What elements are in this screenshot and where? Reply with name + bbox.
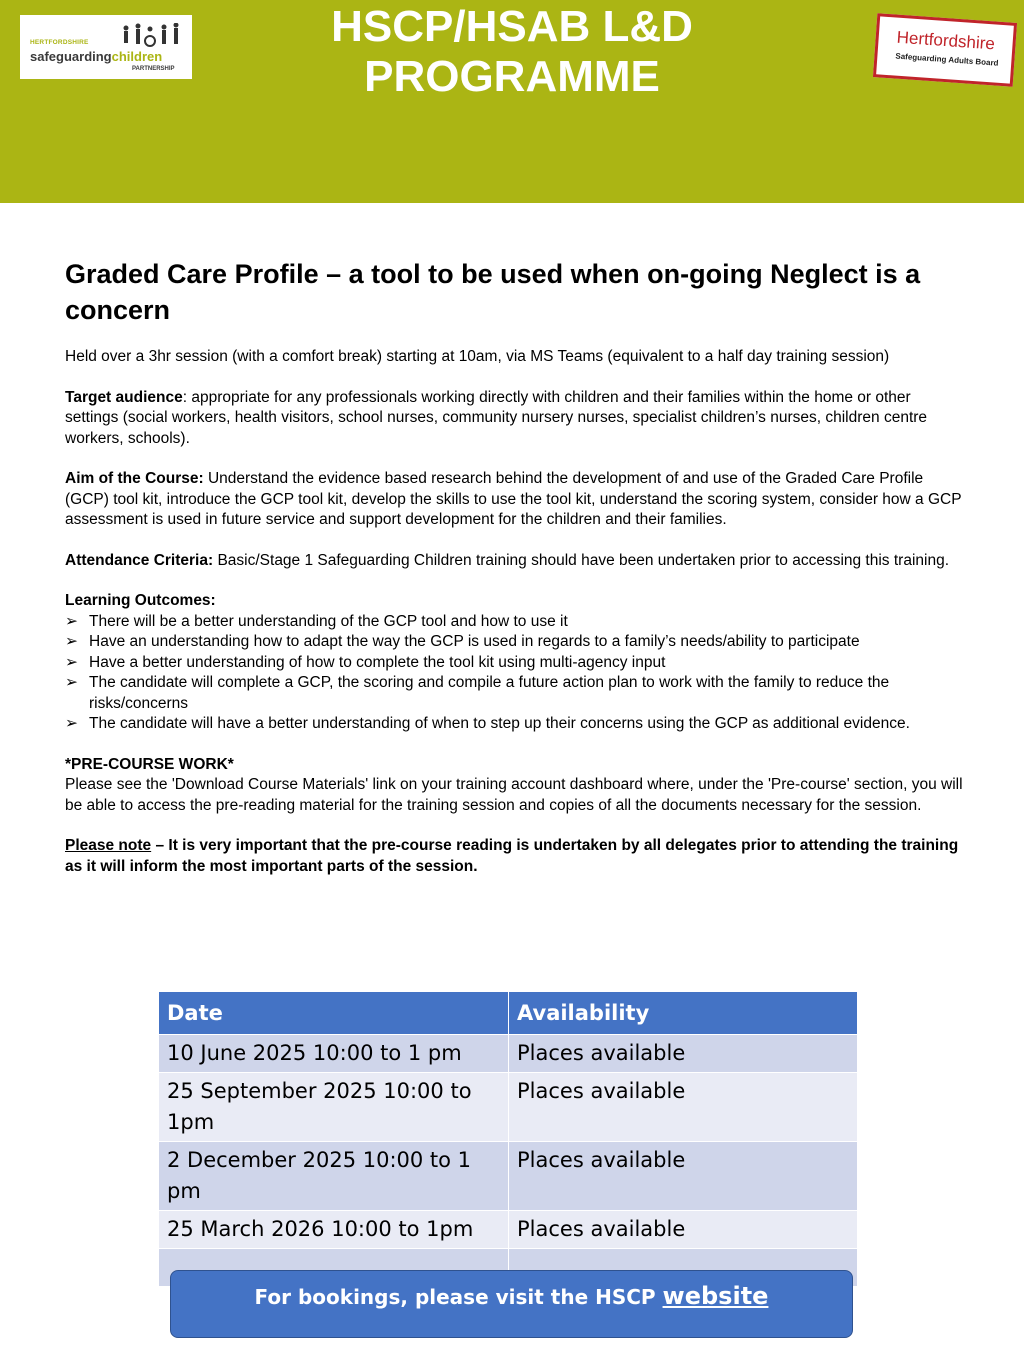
- list-item: ➢ Have an understanding how to adapt the way the GCP is used in regards to a family’s needs/ability to participate: [65, 632, 965, 653]
- arrow-bullet-icon: ➢: [65, 633, 78, 650]
- course-aim: Aim of the Course: Understand the evidence based research behind the development of and use of the Graded Care Profile (GCP) tool kit, introduce the GCP tool kit, develop the skills to use the tool kit, understand the scoring system, consider how a GCP assessment is used in future service and support development for the children and their families.: [65, 470, 962, 528]
- session-info: Held over a 3hr session (with a comfort break) starting at 10am, via MS Teams (equivalent to a half day training session): [65, 348, 890, 365]
- availability-cell: Places available: [509, 1035, 858, 1073]
- availability-cell: Places available: [509, 1142, 858, 1211]
- logo-county: HERTFORDSHIRE: [30, 39, 89, 46]
- target-audience: Target audience: appropriate for any professionals working directly with children and their families within the home or other settings (social workers, health visitors, school nurses, community nursery nurses, specialist children’s nurses, children centre workers, schools).: [65, 388, 928, 447]
- date-cell: 25 March 2026 10:00 to 1pm: [159, 1211, 509, 1249]
- list-item: ➢ Have a better understanding of how to complete the tool kit using multi-agency input: [65, 653, 965, 674]
- availability-cell: Places available: [509, 1073, 858, 1142]
- booking-text: For bookings, please visit the HSCP: [254, 1285, 663, 1309]
- people-figures-icon: [120, 23, 186, 49]
- table-row: [159, 1142, 858, 1211]
- logo-partnership: PARTNERSHIP: [132, 66, 175, 72]
- table-row: [159, 1211, 858, 1249]
- table-row: [159, 1035, 858, 1073]
- availability-column-header: Availability: [509, 992, 858, 1035]
- hscp-logo: [20, 15, 192, 79]
- list-item: ➢ The candidate will have a better understanding of when to step up their concerns using the GCP as additional evidence.: [65, 714, 965, 735]
- arrow-bullet-icon: ➢: [65, 715, 78, 732]
- outcomes-list: [65, 612, 965, 735]
- availability-cell: Places available: [509, 1211, 858, 1249]
- attendance-criteria: Attendance Criteria: Basic/Stage 1 Safeguarding Children training should have been undertaken prior to accessing this training.: [65, 551, 950, 569]
- table-row: [159, 1073, 858, 1142]
- page-title: HSCP/HSAB L&D PROGRAMME: [331, 2, 693, 101]
- list-item: ➢ There will be a better understanding of the GCP tool and how to use it: [65, 612, 965, 633]
- outcomes-heading: Learning Outcomes:: [65, 592, 216, 609]
- date-column-header: Date: [159, 992, 509, 1035]
- list-item: ➢ The candidate will complete a GCP, the scoring and compile a future action plan to work with the family to reduce the risks/concerns: [65, 674, 890, 712]
- logo-wordmark: safeguardingchildren: [30, 49, 163, 64]
- date-cell: 2 December 2025 10:00 to 1 pm: [159, 1142, 509, 1211]
- precourse-heading: *PRE-COURSE WORK*: [65, 755, 234, 773]
- course-title: Graded Care Profile – a tool to be used when on-going Neglect is a concern: [65, 259, 921, 325]
- arrow-bullet-icon: ➢: [65, 653, 78, 671]
- hsab-logo: Hertfordshire Safeguarding Adults Board: [873, 13, 1017, 87]
- header-banner: [0, 0, 1024, 203]
- date-cell: 25 September 2025 10:00 to 1pm: [159, 1073, 509, 1142]
- course-content: [65, 256, 965, 897]
- table-header-row: [159, 992, 858, 1035]
- precourse-text: Please see the 'Download Course Materials' link on your training account dashboard where, under the 'Pre-course' section, you will be able to access the pre-reading material for the training session and copies of all the documents necessary for the session.: [65, 776, 963, 814]
- date-cell: 10 June 2025 10:00 to 1 pm: [159, 1035, 509, 1073]
- arrow-bullet-icon: ➢: [65, 674, 78, 691]
- important-note: Please note – It is very important that the pre-course reading is undertaken by all delegates prior to attending the training as it will inform the most important parts of the session.: [65, 837, 959, 875]
- booking-banner: [170, 1270, 853, 1338]
- website-link[interactable]: website: [662, 1282, 769, 1310]
- arrow-bullet-icon: ➢: [65, 612, 78, 630]
- dates-table: [158, 991, 858, 1287]
